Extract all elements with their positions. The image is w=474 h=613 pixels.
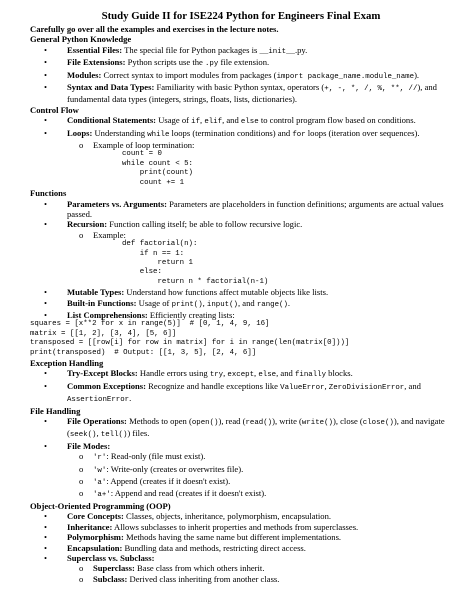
section-heading-file-handling: File Handling	[30, 405, 81, 416]
list-item: • Core Concepts: Classes, objects, inheritance, polymorphism, encapsulation.	[44, 511, 332, 522]
sub-list-item: o 'r': Read-only (file must exist).	[79, 451, 206, 463]
list-item: • Common Exceptions: Recognize and handle exceptions like ValueError, ZeroDivisionError, and AssertionError.	[44, 380, 421, 405]
exceptions-list	[30, 368, 452, 405]
sub-list-item: o 'a': Append (creates if it doesn't exist).	[79, 476, 231, 488]
list-item: • Mutable Types: Understand how functions affect mutable objects like lists.	[44, 287, 329, 298]
list-item: • Superclass vs. Subclass: o Superclass: Base class from which others inherit. o Subclass: Derived class inheriting from another class.	[30, 553, 452, 584]
code-block-loop: count = 0 while count < 5: print(count) count += 1	[122, 150, 193, 187]
list-item: • Syntax and Data Types: Familiarity with basic Python syntax, operators (+, -, *, /, %, **, //), and fundamental data types (integers, strings, floats, lists, dictionaries).	[44, 82, 437, 105]
list-item: • Essential Files: The special file for Python packages is __init__.py.	[44, 44, 308, 56]
sub-list-item: o Example of loop termination:	[79, 140, 195, 151]
oop-list	[30, 511, 452, 584]
list-item: • File Extensions: Python scripts use the .py file extension.	[44, 57, 270, 69]
sub-list-item: o Subclass: Derived class inheriting from another class.	[79, 573, 280, 584]
sub-list-item: o Superclass: Base class from which others inherit.	[79, 563, 265, 574]
list-item: • Parameters vs. Arguments: Parameters are placeholders in function definitions; arguments are actual values passed.	[44, 198, 444, 219]
sub-list-item: o 'a+': Append and read (creates if it doesn't exist).	[79, 488, 267, 500]
list-item: • Conditional Statements: Usage of if, elif, and else to control program flow based on conditions.	[44, 115, 416, 127]
functions-list	[30, 199, 452, 359]
list-item: • Try-Except Blocks: Handle errors using try, except, else, and finally blocks.	[44, 368, 353, 380]
section-heading-control-flow: Control Flow	[30, 104, 79, 115]
general-list	[30, 45, 452, 105]
list-item: • File Modes: o 'r': Read-only (file must exist). o 'w': Write-only (creates or overwrites file). o 'a': Append (creates if it doesn't exist). o 'a+': Append and read (creates if it doesn't exist).	[30, 441, 452, 501]
list-item: • Polymorphism: Methods having the same name but different implementations.	[44, 532, 342, 543]
file-handling-list	[30, 416, 452, 501]
control-flow-list	[30, 115, 452, 188]
section-heading-functions: Functions	[30, 188, 67, 199]
section-heading-exceptions: Exception Handling	[30, 358, 104, 368]
sub-list-item: o 'w': Write-only (creates or overwrites file).	[79, 463, 244, 475]
section-heading-general: General Python Knowledge	[30, 34, 132, 45]
page-title: Study Guide II for ISE224 Python for Engineers Final Exam	[101, 10, 381, 22]
list-item: • Built-in Functions: Usage of print(), input(), and range().	[44, 297, 291, 309]
sub-list-item: o Example:	[79, 229, 126, 240]
intro-text: Carefully go over all the examples and exercises in the lecture notes.	[30, 24, 279, 34]
list-item: • List Comprehensions: Efficiently creating lists: squares = [x**2 for x in range(5)] # [0, 1, 4, 9, 16] matrix = [[1, 2], [3, 4], [5, 6]] transposed = [[row[i] for row in matrix] for i in range(len(matrix[0]))] print(transposed) # Output: [[1, 3, 5], [2, 4, 6]]	[30, 310, 452, 358]
code-block-factorial: def factorial(n): if n == 1: return 1 else: return n * factorial(n-1)	[122, 240, 269, 286]
list-item: • Modules: Correct syntax to import modules from packages (import package_name.module_name).	[44, 69, 420, 81]
list-item: • Inheritance: Allows subclasses to inherit properties and methods from superclasses.	[44, 521, 359, 532]
list-item: • Recursion: Function calling itself; be able to follow recursive logic. o Example: def factorial(n): if n == 1: return 1 else: return n * factorial(n-1)	[30, 219, 452, 287]
section-heading-oop: Object-Oriented Programming (OOP)	[30, 500, 171, 511]
list-item: • Loops: Understanding while loops (termination conditions) and for loops (iteration over sequences). o Example of loop termination: count = 0 while count < 5: print(count) count += 1	[30, 128, 452, 188]
list-item: • File Operations: Methods to open (open()), read (read()), write (write()), close (close()), and navigate (seek(), tell()) files.	[44, 416, 445, 440]
list-item: • Encapsulation: Bundling data and methods, restricting direct access.	[44, 542, 306, 553]
code-block-list-comprehension: squares = [x**2 for x in range(5)] # [0, 1, 4, 9, 16] matrix = [[1, 2], [3, 4], [5, 6]] transposed = [[row[i] for row in matrix] for i in range(len(matrix[0]))] print(transposed) # Output: [[1, 3, 5], [2, 4, 6]]	[30, 320, 350, 357]
